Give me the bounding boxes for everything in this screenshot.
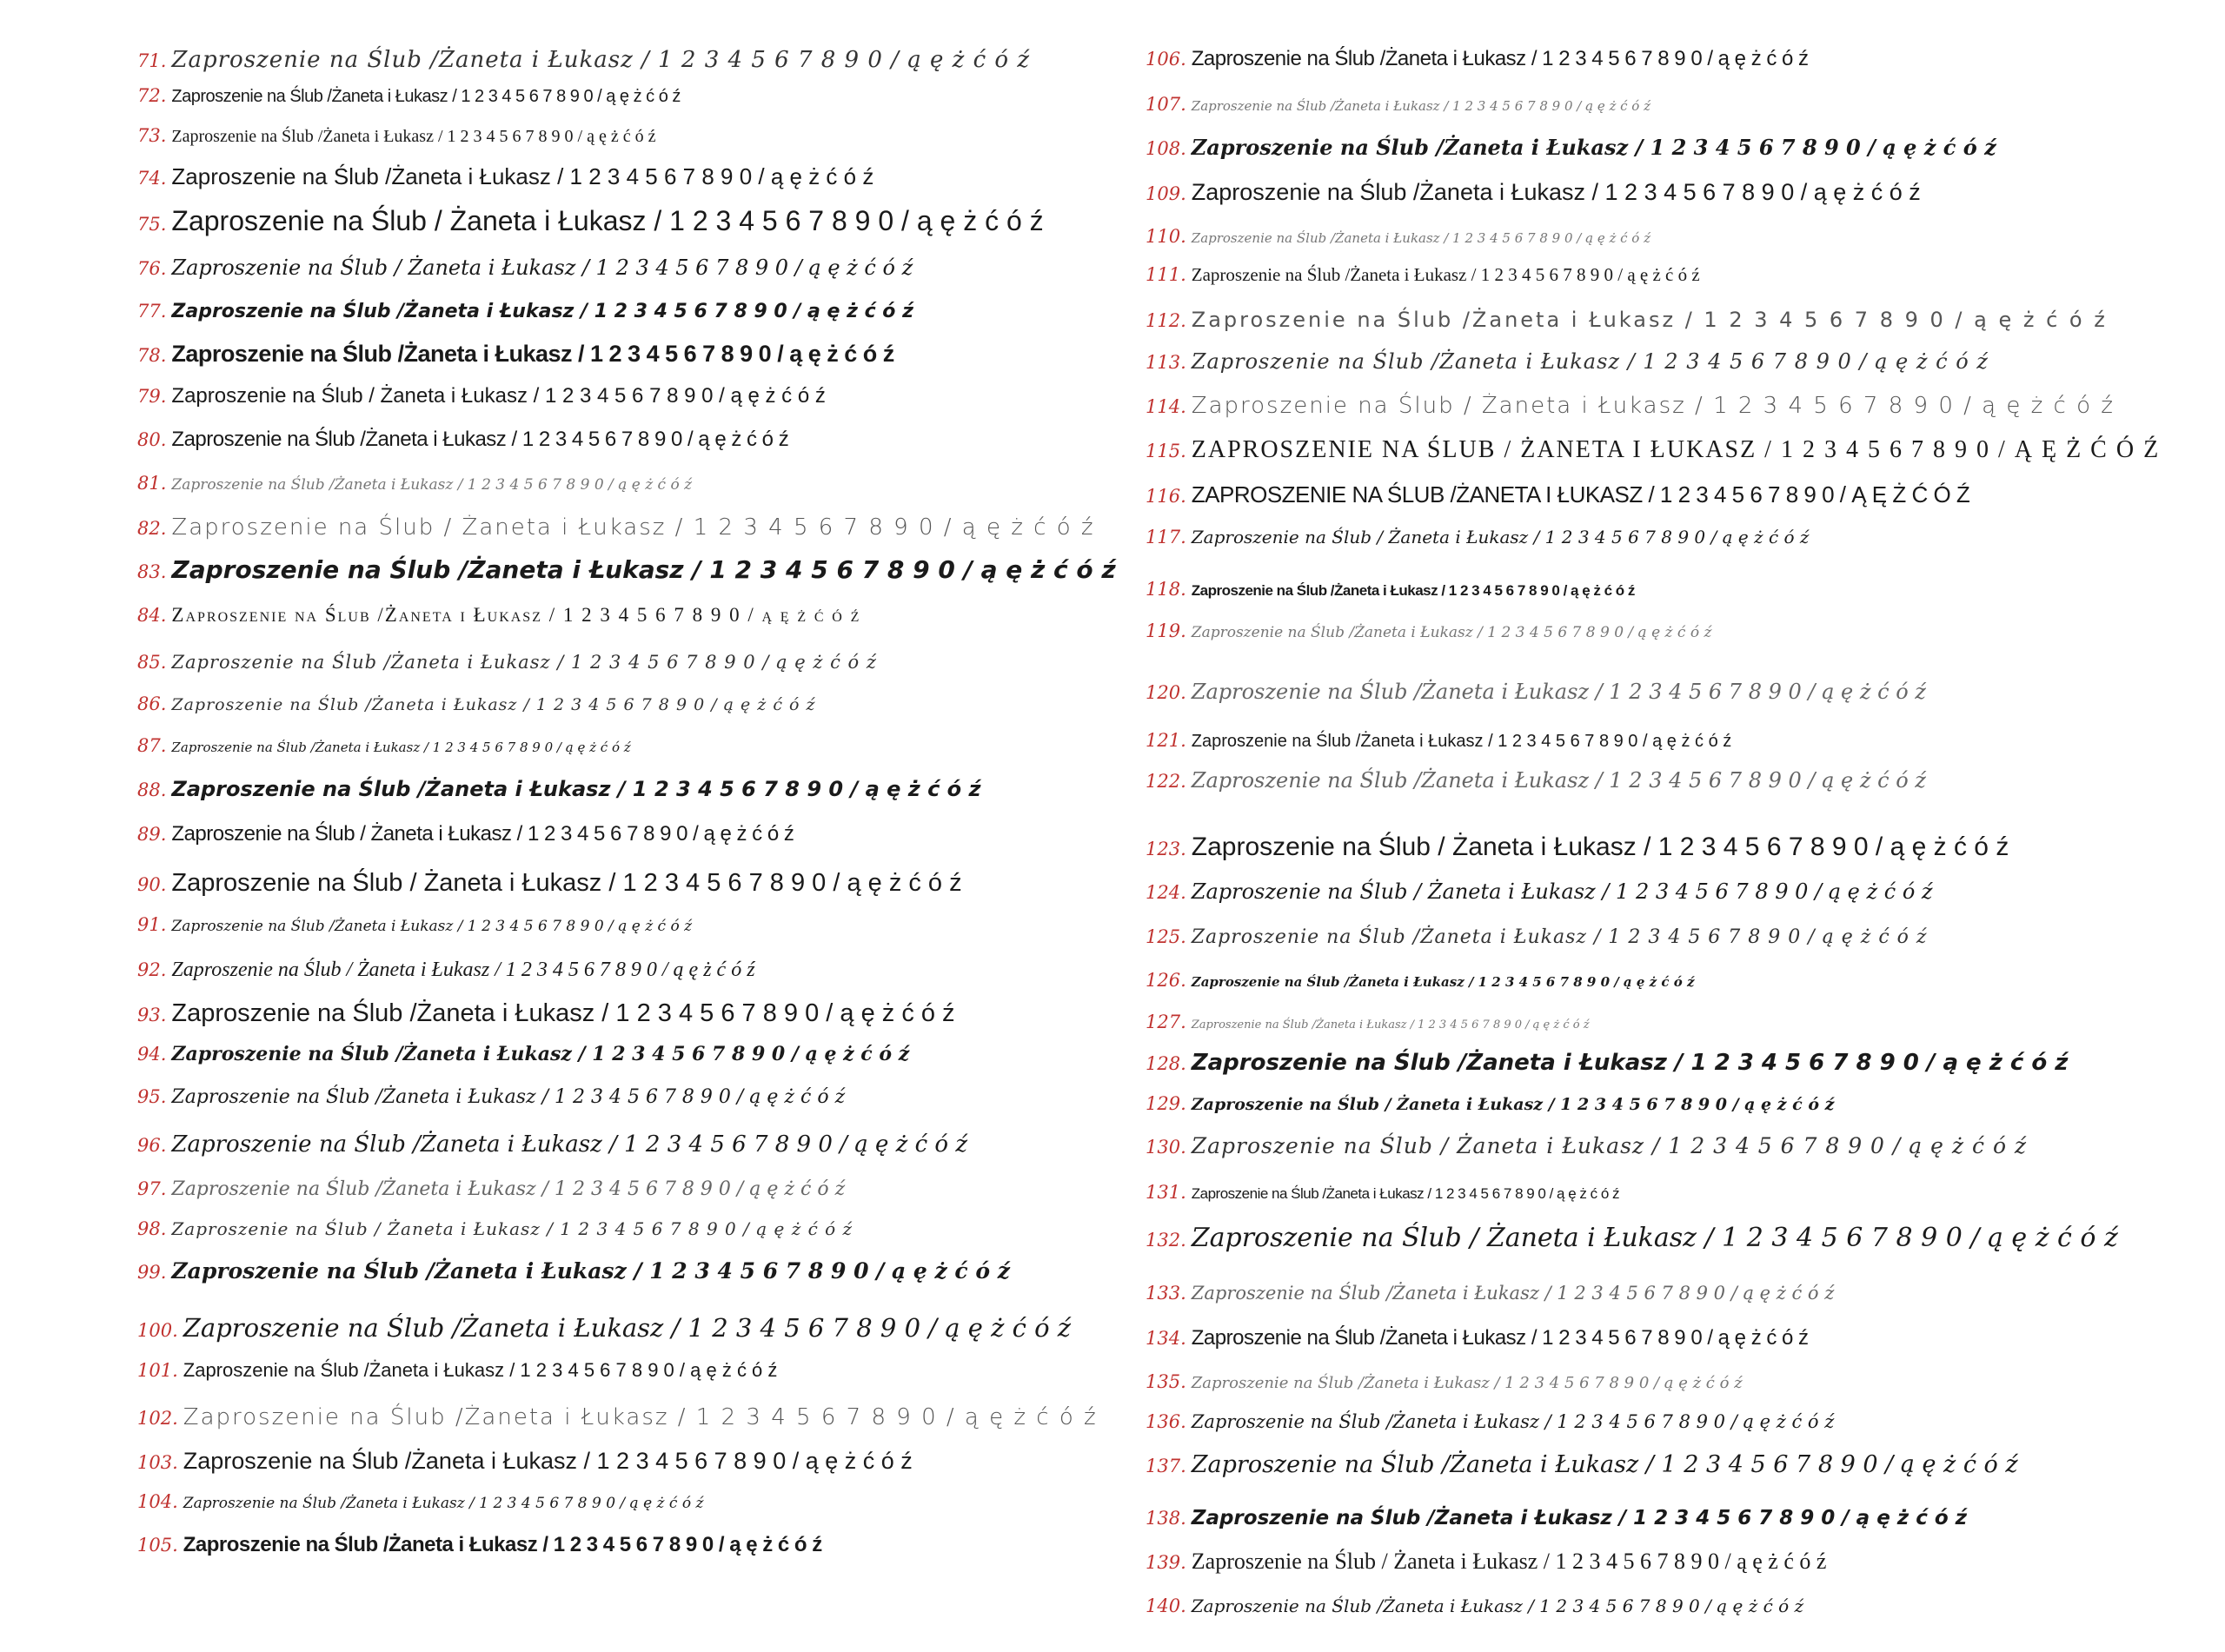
sample-number: 128. [1146, 1053, 1186, 1074]
sample-number: 113. [1146, 352, 1186, 373]
font-sample-row [137, 654, 877, 672]
font-sample-row [137, 1045, 909, 1064]
sample-text: Zaproszenie na Ślub /Żaneta i Łukasz / 1 2 3 4 5 6 7 8 9 0 / ą ę ż ć ó ź [171, 604, 861, 626]
font-sample-row [1146, 49, 1809, 70]
font-sample-row [1146, 483, 1969, 506]
sample-text: Zaproszenie na Ślub /Żaneta i Łukasz / 1 2 3 4 5 6 7 8 9 0 / ą ę ż ć ó ź [171, 1043, 910, 1065]
sample-number: 106. [1146, 49, 1186, 70]
sample-number: 80. [137, 429, 167, 450]
sample-number: 136. [1146, 1411, 1186, 1432]
font-sample-row [137, 1450, 913, 1473]
sample-number: 71. [137, 50, 167, 71]
font-sample-row [137, 695, 816, 713]
sample-number: 81. [137, 473, 167, 494]
font-sample-row [137, 87, 681, 105]
sample-number: 82. [137, 518, 167, 539]
sample-text: Zaproszenie na Ślub / Żaneta i Łukasz / 1 2 3 4 5 6 7 8 9 0 / ą ę ż ć ó ź [171, 514, 1095, 541]
sample-text: Zaproszenie na Ślub /Żaneta i Łukasz / 1 2 3 4 5 6 7 8 9 0 / ą ę ż ć ó ź [1191, 264, 1700, 285]
font-sample-row [137, 1001, 955, 1026]
sample-text: Zaproszenie na Ślub / Żaneta i Łukasz / 1 2 3 4 5 6 7 8 9 0 / ą ę ż ć ó ź [1191, 879, 1933, 904]
font-sample-row [1146, 309, 2108, 330]
font-sample-row [1146, 528, 1809, 547]
sample-text: Zaproszenie na Ślub /Żaneta i Łukasz / 1 2 3 4 5 6 7 8 9 0 / ą ę ż ć ó ź [183, 1495, 704, 1512]
font-sample-row [1146, 881, 1933, 902]
sample-text: Zaproszenie na Ślub /Żaneta i Łukasz / 1 2 3 4 5 6 7 8 9 0 / ą ę ż ć ó ź [171, 918, 693, 935]
sample-number: 133. [1146, 1283, 1186, 1304]
font-sample-row [1146, 228, 1650, 246]
font-sample-row [1146, 1597, 1803, 1616]
sample-number: 112. [1146, 310, 1186, 331]
sample-number: 109. [1146, 183, 1186, 204]
sample-number: 105. [137, 1535, 178, 1556]
sample-text: Zaproszenie na Ślub /Żaneta i Łukasz / 1 2 3 4 5 6 7 8 9 0 / ą ę ż ć ó ź [1191, 680, 1926, 704]
sample-text: Zaproszenie na Ślub /Żaneta i Łukasz / 1 2 3 4 5 6 7 8 9 0 / ą ę ż ć ó ź [1191, 582, 1635, 599]
sample-number: 115. [1146, 441, 1186, 461]
sample-text: ZAPROSZENIE NA ŚLUB /ŻANETA I ŁUKASZ / 1 2 3 4 5 6 7 8 9 0 / Ą Ę Ż Ć Ó Ź [1191, 481, 1970, 508]
font-sample-row [137, 1260, 1010, 1282]
sample-text: Zaproszenie na Ślub / Żaneta i Łukasz / 1 2 3 4 5 6 7 8 9 0 / ą ę ż ć ó ź [171, 255, 913, 280]
sample-text: Zaproszenie na Ślub /Żaneta i Łukasz / 1 2 3 4 5 6 7 8 9 0 / ą ę ż ć ó ź [1191, 98, 1651, 114]
font-sample-row [137, 1361, 777, 1380]
sample-text: ZAPROSZENIE NA ŚLUB / ŻANETA I ŁUKASZ / 1 2 3 4 5 6 7 8 9 0 / Ą Ę Ż Ć Ó Ź [1191, 436, 2161, 463]
sample-text: Zaproszenie na Ślub /Żaneta i Łukasz / 1 2 3 4 5 6 7 8 9 0 / ą ę ż ć ó ź [171, 695, 816, 714]
sample-text: Zaproszenie na Ślub /Żaneta i Łukasz / 1 2 3 4 5 6 7 8 9 0 / ą ę ż ć ó ź [1191, 1326, 1809, 1350]
sample-text: Zaproszenie na Ślub /Żaneta i Łukasz / 1 2 3 4 5 6 7 8 9 0 / ą ę ż ć ó ź [1191, 349, 1989, 374]
font-sample-row [1146, 1328, 1809, 1349]
sample-text: Zaproszenie na Ślub /Żaneta i Łukasz / 1 2 3 4 5 6 7 8 9 0 / ą ę ż ć ó ź [1191, 230, 1651, 246]
font-sample-row [1146, 1184, 1619, 1202]
font-sample-row [1146, 137, 1996, 158]
sample-text: Zaproszenie na Ślub /Żaneta i Łukasz / 1 2 3 4 5 6 7 8 9 0 / ą ę ż ć ó ź [1191, 1451, 2018, 1478]
sample-text: Zaproszenie na Ślub /Żaneta i Łukasz / 1 2 3 4 5 6 7 8 9 0 / ą ę ż ć ó ź [183, 1404, 1098, 1430]
font-sample-row [1146, 928, 1928, 947]
sample-number: 78. [137, 345, 167, 366]
sample-text: Zaproszenie na Ślub /Żaneta i Łukasz / 1 2 3 4 5 6 7 8 9 0 / ą ę ż ć ó ź [1191, 926, 1928, 948]
font-sample-row [1146, 732, 1731, 750]
sample-number: 138. [1146, 1508, 1186, 1529]
sample-number: 134. [1146, 1328, 1186, 1349]
sample-number: 88. [137, 780, 167, 800]
sample-text: Zaproszenie na Ślub / Żaneta i Łukasz / 1 2 3 4 5 6 7 8 9 0 / ą ę ż ć ó ź [1191, 1549, 1827, 1574]
sample-text: Zaproszenie na Ślub /Żaneta i Łukasz / 1 2 3 4 5 6 7 8 9 0 / ą ę ż ć ó ź [171, 163, 874, 189]
sample-number: 76. [137, 258, 167, 279]
sample-number: 101. [137, 1360, 178, 1381]
sample-number: 103. [137, 1452, 178, 1473]
sample-number: 131. [1146, 1182, 1186, 1203]
sample-number: 94. [137, 1044, 167, 1065]
sample-text: Zaproszenie na Ślub /Żaneta i Łukasz / 1 2 3 4 5 6 7 8 9 0 / ą ę ż ć ó ź [171, 127, 656, 146]
font-sample-row [1146, 1550, 1826, 1573]
sample-text: Zaproszenie na Ślub / Żaneta i Łukasz / 1 2 3 4 5 6 7 8 9 0 / ą ę ż ć ó ź [1191, 1223, 2118, 1253]
font-sample-row [137, 127, 655, 145]
sample-number: 91. [137, 914, 167, 935]
sample-number: 135. [1146, 1371, 1186, 1392]
font-sample-row [1146, 351, 1989, 372]
sample-text: Zaproszenie na Ślub / Żaneta i Łukasz / 1 2 3 4 5 6 7 8 9 0 / ą ę ż ć ó ź [1191, 1133, 2028, 1158]
sample-text: Zaproszenie na Ślub /Żaneta i Łukasz / 1 2 3 4 5 6 7 8 9 0 / ą ę ż ć ó ź [171, 87, 681, 106]
font-sample-row [137, 342, 894, 366]
sample-number: 140. [1146, 1596, 1186, 1616]
sample-text: Zaproszenie na Ślub /Żaneta i Łukasz / 1 2 3 4 5 6 7 8 9 0 / ą ę ż ć ó ź [1191, 732, 1732, 751]
sample-number: 139. [1146, 1552, 1186, 1573]
sample-text: Zaproszenie na Ślub / Żaneta i Łukasz / 1 2 3 4 5 6 7 8 9 0 / ą ę ż ć ó ź [1191, 1095, 1835, 1114]
sample-number: 102. [137, 1408, 178, 1429]
font-sample-row [137, 302, 913, 322]
sample-number: 130. [1146, 1137, 1186, 1158]
sample-number: 110. [1146, 226, 1186, 247]
font-sample-row [137, 1535, 822, 1556]
sample-text: Zaproszenie na Ślub /Żaneta i Łukasz / 1 2 3 4 5 6 7 8 9 0 / ą ę ż ć ó ź [1191, 1411, 1835, 1432]
sample-number: 77. [137, 301, 167, 322]
sample-number: 99. [137, 1262, 167, 1283]
font-sample-row [137, 1406, 1098, 1429]
sample-number: 129. [1146, 1093, 1186, 1114]
sample-number: 124. [1146, 882, 1186, 903]
sample-number: 83. [137, 561, 167, 582]
sample-text: Zaproszenie na Ślub /Żaneta i Łukasz / 1 2 3 4 5 6 7 8 9 0 / ą ę ż ć ó ź [1191, 1050, 2069, 1076]
font-sample-row [1146, 438, 2160, 462]
sample-number: 127. [1146, 1012, 1186, 1032]
font-sample-row [137, 737, 631, 755]
sample-number: 72. [137, 85, 167, 106]
sample-number: 104. [137, 1491, 178, 1512]
font-sample-row [137, 49, 1030, 71]
sample-number: 98. [137, 1218, 167, 1239]
sample-number: 111. [1146, 264, 1186, 285]
sample-number: 116. [1146, 486, 1186, 507]
sample-text: Zaproszenie na Ślub /Żaneta i Łukasz / 1 2 3 4 5 6 7 8 9 0 / ą ę ż ć ó ź [171, 428, 789, 451]
sample-text: Zaproszenie na Ślub /Żaneta i Łukasz / 1 2 3 4 5 6 7 8 9 0 / ą ę ż ć ó ź [171, 1131, 968, 1158]
sample-text: Zaproszenie na Ślub /Żaneta i Łukasz / 1 2 3 4 5 6 7 8 9 0 / ą ę ż ć ó ź [171, 341, 894, 367]
sample-text: Zaproszenie na Ślub / Żaneta i Łukasz / 1 2 3 4 5 6 7 8 9 0 / ą ę ż ć ó ź [1191, 833, 2009, 861]
sample-text: Zaproszenie na Ślub /Żaneta i Łukasz / 1 2 3 4 5 6 7 8 9 0 / ą ę ż ć ó ź [171, 47, 1031, 73]
sample-number: 84. [137, 605, 167, 626]
font-sample-row [137, 605, 860, 625]
font-sample-row [137, 257, 913, 278]
sample-text: Zaproszenie na Ślub /Żaneta i Łukasz / 1 2 3 4 5 6 7 8 9 0 / ą ę ż ć ó ź [171, 1086, 846, 1108]
sample-number: 100. [137, 1320, 178, 1341]
sample-number: 85. [137, 652, 167, 673]
sample-text: Zaproszenie na Ślub /Żaneta i Łukasz / 1 2 3 4 5 6 7 8 9 0 / ą ę ż ć ó ź [1191, 624, 1712, 641]
sample-text: Zaproszenie na Ślub /Żaneta i Łukasz / 1 2 3 4 5 6 7 8 9 0 / ą ę ż ć ó ź [1191, 179, 1921, 205]
font-sample-row [137, 165, 873, 188]
sample-number: 73. [137, 125, 167, 146]
sample-text: Zaproszenie na Ślub /Żaneta i Łukasz / 1 2 3 4 5 6 7 8 9 0 / ą ę ż ć ó ź [1191, 308, 2108, 332]
font-sample-row [137, 959, 755, 980]
sample-number: 125. [1146, 926, 1186, 947]
sample-number: 92. [137, 959, 167, 980]
font-sample-row [137, 824, 794, 845]
font-sample-row [137, 1088, 845, 1107]
sample-text: Zaproszenie na Ślub /Żaneta i Łukasz / 1 2 3 4 5 6 7 8 9 0 / ą ę ż ć ó ź [171, 652, 877, 673]
sample-number: 90. [137, 874, 167, 895]
sample-text: Zaproszenie na Ślub /Żaneta i Łukasz / 1 2 3 4 5 6 7 8 9 0 / ą ę ż ć ó ź [1191, 1018, 1590, 1032]
font-sample-row [137, 516, 1095, 539]
font-sample-row [137, 1220, 853, 1238]
sample-text: Zaproszenie na Ślub / Żaneta i Łukasz / 1 2 3 4 5 6 7 8 9 0 / ą ę ż ć ó ź [171, 1218, 853, 1239]
sample-text: Zaproszenie na Ślub / Żaneta i Łukasz / 1 2 3 4 5 6 7 8 9 0 / ą ę ż ć ó ź [1191, 527, 1810, 547]
sample-number: 122. [1146, 771, 1186, 792]
font-sample-row [137, 779, 980, 799]
sample-number: 93. [137, 1005, 167, 1025]
sample-text: Zaproszenie na Ślub /Żaneta i Łukasz / 1 2 3 4 5 6 7 8 9 0 / ą ę ż ć ó ź [1191, 1374, 1743, 1392]
sample-text: Zaproszenie na Ślub /Żaneta i Łukasz / 1 2 3 4 5 6 7 8 9 0 / ą ę ż ć ó ź [171, 1178, 846, 1200]
sample-number: 89. [137, 824, 167, 845]
sample-number: 86. [137, 693, 167, 714]
sample-text: Zaproszenie na Ślub /Żaneta i Łukasz / 1 2 3 4 5 6 7 8 9 0 / ą ę ż ć ó ź [171, 555, 1116, 584]
font-sample-row [1146, 681, 1926, 702]
sample-text: Zaproszenie na Ślub / Żaneta i Łukasz / 1 2 3 4 5 6 7 8 9 0 / ą ę ż ć ó ź [171, 384, 826, 408]
sample-text: Zaproszenie na Ślub / Żaneta i Łukasz / 1 2 3 4 5 6 7 8 9 0 / ą ę ż ć ó ź [171, 822, 794, 846]
sample-text: Zaproszenie na Ślub /Żaneta i Łukasz / 1 2 3 4 5 6 7 8 9 0 / ą ę ż ć ó ź [171, 999, 955, 1027]
font-sample-row [1146, 1509, 1967, 1529]
sample-number: 114. [1146, 396, 1186, 417]
sample-text: Zaproszenie na Ślub /Żaneta i Łukasz / 1 2 3 4 5 6 7 8 9 0 / ą ę ż ć ó ź [171, 476, 693, 494]
sample-text: Zaproszenie na Ślub /Żaneta i Łukasz / 1 2 3 4 5 6 7 8 9 0 / ą ę ż ć ó ź [183, 1448, 913, 1474]
font-sample-row [1146, 1095, 1834, 1113]
sample-text: Zaproszenie na Ślub /Żaneta i Łukasz / 1 2 3 4 5 6 7 8 9 0 / ą ę ż ć ó ź [1191, 974, 1695, 990]
font-sample-row [1146, 1052, 2068, 1074]
font-sample-row [1146, 395, 2115, 417]
font-sample-row [137, 386, 826, 407]
font-sample-row [137, 1313, 1072, 1343]
sample-number: 79. [137, 386, 167, 407]
font-sample-row [1146, 1013, 1590, 1032]
sample-text: Zaproszenie na Ślub /Żaneta i Łukasz / 1 2 3 4 5 6 7 8 9 0 / ą ę ż ć ó ź [1191, 768, 1926, 793]
sample-number: 121. [1146, 730, 1186, 751]
sample-text: Zaproszenie na Ślub / Żaneta i Łukasz / 1 2 3 4 5 6 7 8 9 0 / ą ę ż ć ó ź [171, 869, 962, 897]
font-sample-row [1146, 1413, 1834, 1431]
font-sample-row [1146, 770, 1926, 791]
sample-text: Zaproszenie na Ślub /Żaneta i Łukasz / 1 2 3 4 5 6 7 8 9 0 / ą ę ż ć ó ź [1191, 135, 1996, 160]
sample-text: Zaproszenie na Ślub /Żaneta i Łukasz / 1 2 3 4 5 6 7 8 9 0 / ą ę ż ć ó ź [183, 1359, 778, 1381]
font-sample-row [137, 1180, 845, 1199]
font-sample-row [137, 916, 692, 934]
sample-text: Zaproszenie na Ślub /Żaneta i Łukasz / 1 2 3 4 5 6 7 8 9 0 / ą ę ż ć ó ź [183, 1313, 1072, 1343]
sample-number: 75. [137, 214, 167, 235]
sample-text: Zaproszenie na Ślub / Żaneta i Łukasz / 1 2 3 4 5 6 7 8 9 0 / ą ę ż ć ó ź [171, 205, 1044, 236]
sample-number: 137. [1146, 1456, 1186, 1476]
font-sample-row [1146, 96, 1650, 114]
sample-number: 123. [1146, 839, 1186, 859]
font-sample-row [1146, 834, 2009, 860]
sample-number: 108. [1146, 138, 1186, 159]
sample-number: 107. [1146, 94, 1186, 115]
sample-text: Zaproszenie na Ślub /Żaneta i Łukasz / 1 2 3 4 5 6 7 8 9 0 / ą ę ż ć ó ź [1191, 1283, 1835, 1304]
font-sample-row [1146, 1453, 2018, 1476]
sample-number: 87. [137, 735, 167, 756]
sample-text: Zaproszenie na Ślub /Żaneta i Łukasz / 1 2 3 4 5 6 7 8 9 0 / ą ę ż ć ó ź [1191, 1185, 1620, 1202]
sample-number: 97. [137, 1178, 167, 1199]
sample-number: 96. [137, 1135, 167, 1156]
sample-number: 120. [1146, 682, 1186, 703]
font-sample-row [1146, 581, 1635, 599]
font-sample-row [137, 555, 1116, 584]
sample-text: Zaproszenie na Ślub /Żaneta i Łukasz / 1 2 3 4 5 6 7 8 9 0 / ą ę ż ć ó ź [1191, 47, 1809, 70]
sample-text: Zaproszenie na Ślub /Żaneta i Łukasz / 1 2 3 4 5 6 7 8 9 0 / ą ę ż ć ó ź [171, 1258, 1010, 1284]
font-sample-row [1146, 1373, 1743, 1391]
font-sample-row [137, 871, 962, 896]
sample-text: Zaproszenie na Ślub /Żaneta i Łukasz / 1 2 3 4 5 6 7 8 9 0 / ą ę ż ć ó ź [1191, 1507, 1968, 1529]
sample-text: Zaproszenie na Ślub /Żaneta i Łukasz / 1 2 3 4 5 6 7 8 9 0 / ą ę ż ć ó ź [171, 777, 981, 801]
font-sample-row [1146, 1135, 2027, 1157]
sample-text: Zaproszenie na Ślub /Żaneta i Łukasz / 1 2 3 4 5 6 7 8 9 0 / ą ę ż ć ó ź [171, 301, 913, 322]
sample-text: Zaproszenie na Ślub /Żaneta i Łukasz / 1 2 3 4 5 6 7 8 9 0 / ą ę ż ć ó ź [171, 740, 631, 755]
sample-text: Zaproszenie na Ślub /Żaneta i Łukasz / 1 2 3 4 5 6 7 8 9 0 / ą ę ż ć ó ź [1191, 1596, 1804, 1616]
font-sample-row [1146, 622, 1711, 640]
font-sample-row [1146, 1284, 1834, 1303]
sample-number: 74. [137, 168, 167, 189]
sample-number: 119. [1146, 620, 1186, 641]
font-sample-row [1146, 1225, 2118, 1251]
font-sample-row [137, 474, 692, 493]
sample-text: Zaproszenie na Ślub / Żaneta i Łukasz / 1 2 3 4 5 6 7 8 9 0 / ą ę ż ć ó ź [171, 959, 755, 981]
sample-number: 118. [1146, 579, 1186, 600]
font-sample-row [137, 1493, 703, 1511]
sample-number: 126. [1146, 970, 1186, 991]
font-sample-row [1146, 266, 1700, 284]
font-sample-row [137, 1133, 967, 1156]
font-sample-row [1146, 181, 1921, 204]
sample-number: 95. [137, 1086, 167, 1107]
font-sample-row [1146, 972, 1694, 990]
sample-number: 117. [1146, 527, 1186, 547]
sample-number: 132. [1146, 1230, 1186, 1251]
font-sample-row [137, 207, 1044, 235]
sample-text: Zaproszenie na Ślub / Żaneta i Łukasz / 1 2 3 4 5 6 7 8 9 0 / ą ę ż ć ó ź [1191, 393, 2115, 419]
sample-text: Zaproszenie na Ślub /Żaneta i Łukasz / 1 2 3 4 5 6 7 8 9 0 / ą ę ż ć ó ź [183, 1533, 822, 1556]
font-sample-row [137, 429, 788, 450]
